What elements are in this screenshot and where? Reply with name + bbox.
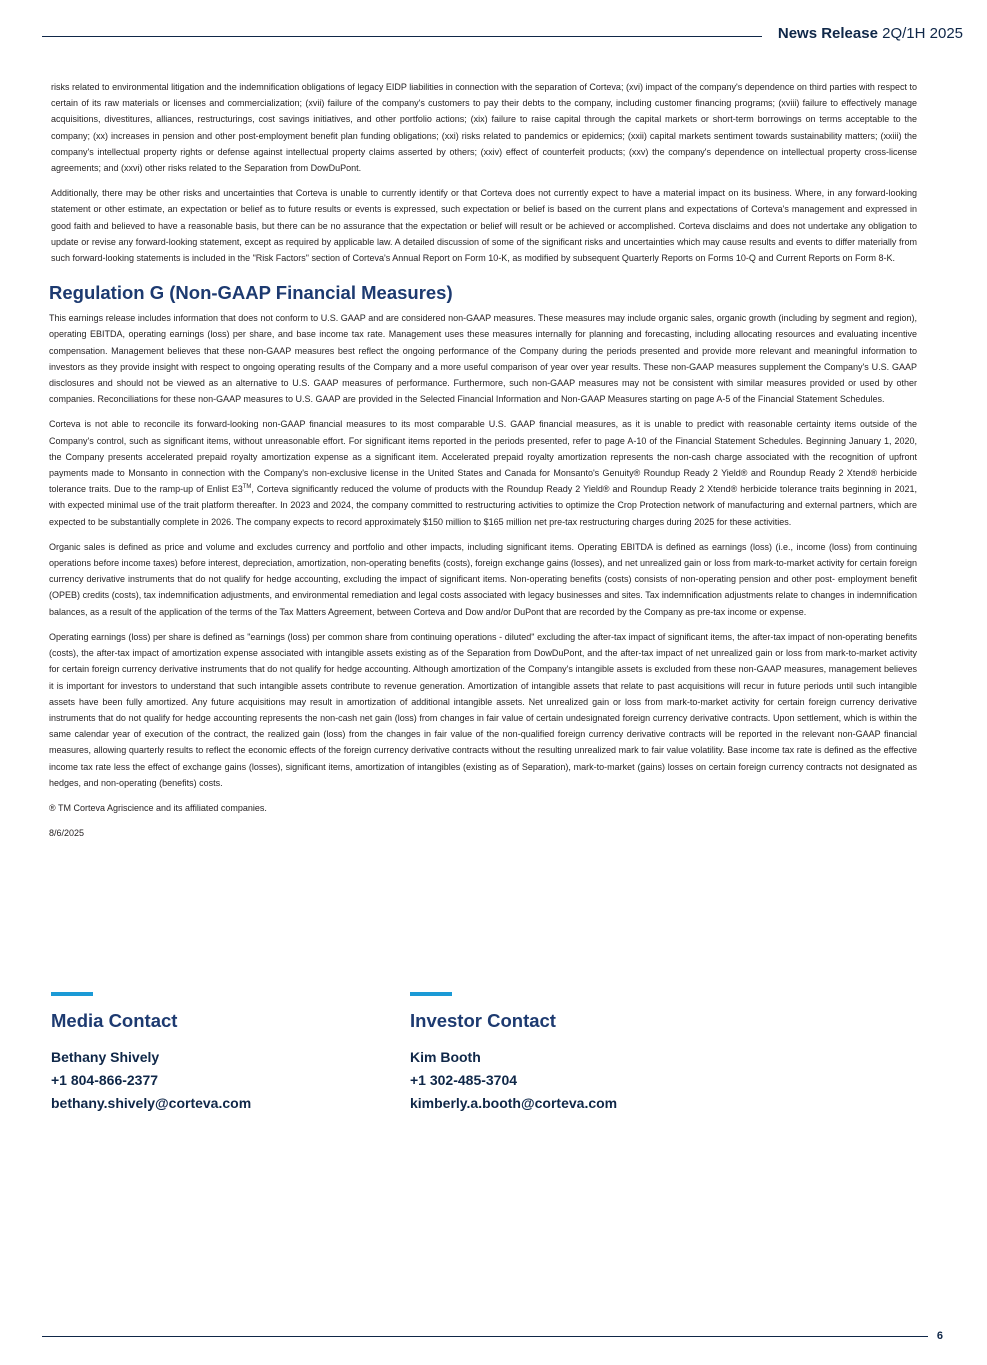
media-contact-accent-bar — [51, 992, 93, 996]
paragraph-reconcile — [49, 416, 917, 529]
investor-contact-email[interactable]: kimberly.a.booth@corteva.com — [410, 1095, 618, 1111]
trademark-note: ® TM Corteva Agriscience and its affiliated companies. — [49, 802, 267, 813]
investor-contact-phone[interactable]: +1 302-485-3704 — [410, 1072, 518, 1088]
investor-contact-block — [410, 992, 740, 1115]
page-number: 6 — [936, 1330, 943, 1342]
header-label-period: 2Q/1H 2025 — [882, 25, 963, 42]
footer-rule — [42, 1336, 928, 1337]
media-contact-name: Bethany Shively — [51, 1049, 160, 1065]
header-rule — [42, 36, 762, 37]
media-contact-block — [51, 992, 381, 1115]
section-title: Regulation G (Non-GAAP Financial Measures) — [49, 282, 453, 304]
paragraph-additionally: Additionally, there may be other risks and uncertainties that Corteva is unable to currently identify or that Corteva does not currently expect to have a material impact on its business. Where, in any forward-looking statement or other estimate, an expectation or belief as to future results or events is expressed, such expectation or belief is based on the current plans and expectations of Corteva's management and expressed in good faith and believed to have a reasonable basis, but there can be no assurance that the expectation or belief will result or be achieved or accomplished. Corteva disclaims and does not undertake any obligation to update or revise any forward-looking statement, except as required by applicable law. A detailed discussion of some of the significant risks and uncertainties which may cause results and events to differ materially from such forward-looking statements is included in the "Risk Factors" section of Corteva's Annual Report on Form 10-K, as modified by subsequent Quarterly Reports on Forms 10-Q and Current Reports on Form 8-K. — [51, 188, 917, 264]
investor-contact-name: Kim Booth — [410, 1049, 481, 1065]
document-body — [49, 79, 917, 850]
media-contact-heading: Media Contact — [51, 1010, 178, 1031]
paragraph-organic-sales: Organic sales is defined as price and volume and excludes currency and portfolio and other impacts, including significant items. Operating EBITDA is defined as earnings (loss) (i.e., income (loss) from continuing operations before income taxes) before interest, depreciation, amortization, non-operating benefits (costs), foreign exchange gains (losses), and net unrealized gain or loss from mark-to-market activity for certain foreign currency derivative instruments that do not qualify for hedge accounting, excluding the impact of significant items. Non-operating benefits (costs) consists of non-operating pension and other post- employment benefit (OPEB) credits (costs), tax indemnification adjustments, and environmental remediation and legal costs associated with legacy businesses and sites. Tax indemnification adjustments relate to changes in indemnification balances, as a result of the application of the terms of the Tax Matters Agreement, between Corteva and Dow and/or DuPont that are recorded by the Company as pre-tax income or expense. — [49, 541, 917, 617]
investor-contact-accent-bar — [410, 992, 452, 996]
header-label — [778, 25, 963, 42]
trademark-superscript: TM — [242, 484, 252, 491]
paragraph-reconcile-part-a: Corteva is not able to reconcile its forward-looking non-GAAP financial measures to its most comparable U.S. GAAP financial measures, as it is unable to predict with reasonable certainty items outside of the Company's control, such as significant items, without unreasonable effort. For significant items reported in the periods presented, refer to page A-10 of the Financial Statement Schedules. Beginning January 1, 2020, the Company presents accelerated prepaid royalty amortization expense as a significant item. Accelerated prepaid royalty amortization represents the non-cash charge associated with the recognition of upfront payments made to Monsanto in connection with the Company's non-exclusive license in the United States and Canada for Monsanto's Genuity® Roundup Ready 2 Yield® and Roundup Ready 2 Xtend® herbicide tolerance traits. Due to the ramp-up of Enlist E3 — [49, 419, 917, 495]
release-date: 8/6/2025 — [49, 828, 85, 839]
media-contact-email[interactable]: bethany.shively@corteva.com — [51, 1095, 252, 1111]
investor-contact-heading: Investor Contact — [410, 1010, 556, 1031]
paragraph-regulation-g: This earnings release includes information that does not conform to U.S. GAAP and are considered non-GAAP measures. These measures may include organic sales, organic growth (including by segment and region), operating EBITDA, operating earnings (loss) per share, and base income tax rate. Management uses these measures internally for planning and forecasting, including allocating resources and evaluating incentive compensation. Management believes that these non-GAAP measures best reflect the ongoing performance of the Company during the periods presented and provide more relevant and meaningful information to investors as they provide insight with respect to ongoing operating results of the Company and a more useful comparison of year over year results. These non-GAAP measures supplement the Company's U.S. GAAP disclosures and should not be viewed as an alternative to U.S. GAAP measures of performance. Furthermore, such non-GAAP measures may not be consistent with similar measures provided or used by other companies. Reconciliations for these non-GAAP measures to U.S. GAAP are provided in the Selected Financial Information and Non-GAAP Measures starting on page A-5 of the Financial Statement Schedules. — [49, 313, 917, 405]
paragraph-operating-earnings: Operating earnings (loss) per share is defined as "earnings (loss) per common share from continuing operations - diluted" excluding the after-tax impact of significant items, the after-tax impact of non-operating benefits (costs), the after-tax impact of amortization expense associated with intangible assets existing as of the Separation from DowDuPont, and the after-tax impact of net unrealized gain or loss from mark-to-market activity for certain foreign currency derivative instruments that do not qualify for hedge accounting. Although amortization of the Company's intangible assets is excluded from these non-GAAP measures, management believes it is important for investors to understand that such intangible assets contribute to revenue generation. Amortization of intangible assets that relate to past acquisitions will recur in future periods until such intangible assets have been fully amortized. Any future acquisitions may result in amortization of additional intangible assets. Net unrealized gain or loss from mark-to-market activity for certain foreign currency derivative instruments that do not qualify for hedge accounting represents the non-cash net gain (loss) from changes in fair value of certain undesignated foreign currency derivative contracts. Upon settlement, which is within the same calendar year of execution of the contract, the realized gain (loss) from the changes in fair value of the non-qualified foreign currency derivative contracts will be reported in the relevant non-GAAP financial measures, allowing quarterly results to reflect the economic effects of the foreign currency derivative contracts without the resulting unrealized mark to fair value volatility. Base income tax rate is defined as the effective income tax rate less the effect of exchange gains (losses), significant items, amortization of intangibles (existing as of Separation), mark-to-market (gains) losses on certain foreign currency contracts not designated as hedges, and non-operating (benefits) costs. — [49, 631, 917, 788]
media-contact-phone[interactable]: +1 804-866-2377 — [51, 1072, 159, 1088]
paragraph-risks: risks related to environmental litigation and the indemnification obligations of legacy EIDP liabilities in connection with the separation of Corteva; (xvi) impact of the company's dependence on third parties with respect to certain of its raw materials or licenses and commercialization; (xvii) failure of the company's customers to pay their debts to the company, including customer financing programs; (xviii) failure to effectively manage acquisitions, divestitures, alliances, restructurings, cost savings initiatives, and other portfolio actions; (xix) failure to raise capital through the capital markets or short-term borrowings on terms acceptable to the company; (xx) increases in pension and other post-employment benefit plan funding obligations; (xxi) risks related to pandemics or epidemics; (xxii) capital markets sentiment towards sustainability matters; (xxiii) the company's intellectual property rights or defense against intellectual property claims asserted by others; (xxiv) effect of counterfeit products; (xxv) the company's dependence on intellectual property cross-license agreements; and (xxvi) other risks related to the Separation from DowDuPont. — [51, 82, 917, 174]
paragraph-reconcile-part-b: , Corteva significantly reduced the volume of products with the Roundup Ready 2 Yield® and Roundup Ready 2 Xtend® herbicide tolerance traits beginning in 2021, with expected minimal use of the trait platform thereafter. In 2023 and 2024, the company committed to restructuring activities to optimize the Crop Protection network of manufacturing and external partners, which are expected to be substantially complete in 2026. The company expects to record approximately $150 million to $165 million net pre-tax restructuring charges during 2025 for these activities. — [49, 484, 917, 527]
header-label-bold: News Release — [777, 25, 878, 42]
